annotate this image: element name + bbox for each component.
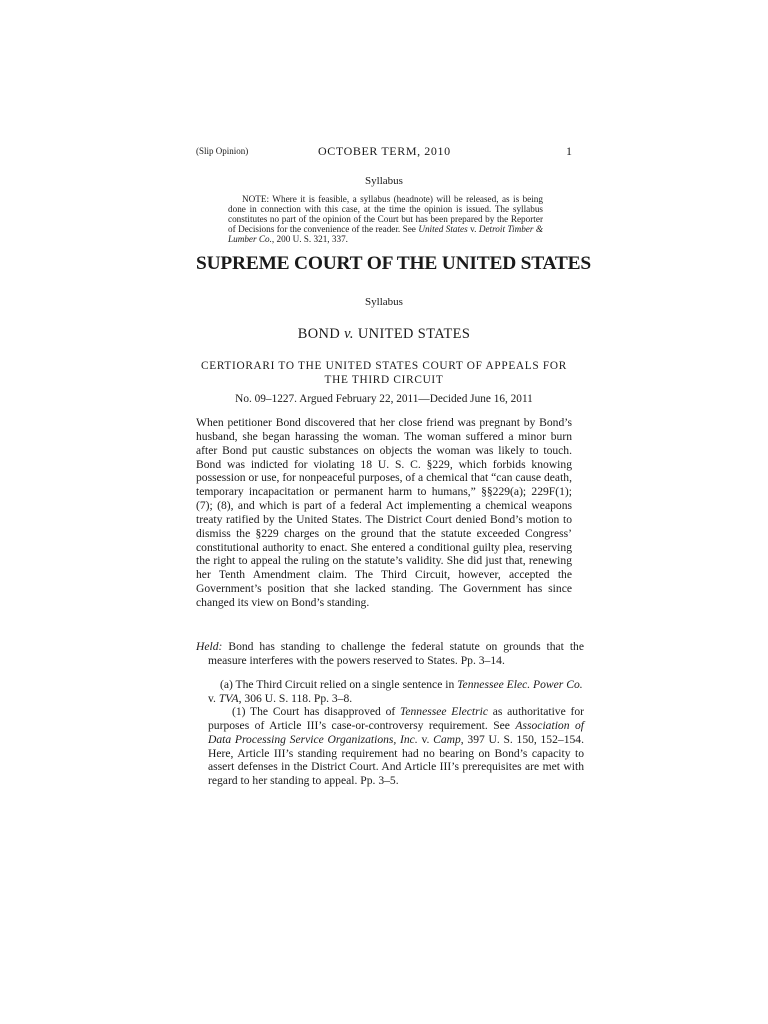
page-number: 1 [566,144,572,158]
holding-a1-case-1: Tennessee Electric [399,705,488,718]
holding-a1-case-2: Association of Data Processing Service Organizations, Inc. [208,718,584,746]
case-name [196,326,572,343]
term-label: OCTOBER TERM, 2010 [318,144,451,158]
running-header [196,144,572,160]
holding-a1-text-1: (1) The Court has disapproved of [232,705,400,718]
slip-opinion-label: (Slip Opinion) [196,146,249,156]
case-party-1: BOND [297,326,345,342]
holding-a-paragraph [196,678,584,706]
reporter-note [228,195,543,245]
certiorari-line-2: THE THIRD CIRCUIT [324,374,444,386]
holding-a1-text-2: as authoritative for purposes of Article III’s case-or-controversy requirement. See [208,705,584,732]
docket-line: No. 09–1227. Argued February 22, 2011—Decided June 16, 2011 [235,393,533,405]
holding-a-text-1: (a) The Third Circuit relied on a single sentence in [220,678,458,691]
facts-paragraph: When petitioner Bond discovered that her close friend was pregnant by Bond’s husband, she began harassing the woman. The woman suffered a minor burn after Bond put caustic substances on objects the woman was likely to touch. Bond was indicted for violating 18 U. S. C. §229, which forbids knowing possession or use, for nonpeaceful purposes, of a chemical that “can cause death, temporary incapacitation or permanent harm to humans,” §§229(a); 229F(1); (7); (8), and which is part of a federal Act implementing a chemical weapons treaty ratified by the United States. The District Court denied Bond’s motion to dismiss the §229 charges on the ground that the statute exceeded Congress’ constitutional authority to enact. She entered a conditional guilty plea, reserving the right to appeal the ruling on the statute’s validity. She did just that, renewing her Tenth Amendment claim. The Third Circuit, however, accepted the Government’s position that she lacked standing. The Government has since changed its view on Bond’s standing. [196,416,572,609]
court-title: SUPREME COURT OF THE UNITED STATES [196,253,591,274]
note-text-2: v. [467,223,479,234]
held-label: Held: [196,640,223,653]
held-paragraph [196,640,584,668]
case-versus: v. [344,326,354,342]
note-text-1: NOTE: Where it is feasible, a syllabus (headnote) will be released, as is being done in connection with this case, at the time the opinion is issued. The syllabus constitutes no part of the opinion of the Court but has been prepared by the Reporter of Decisions for the convenience of the reader. See [228,194,543,234]
held-text: Bond has standing to challenge the federal statute on grounds that the measure interferes with the powers reserved to States. Pp. 3–14. [208,640,584,667]
holding-a-case-1: Tennessee Elec. Power Co. [457,678,583,691]
certiorari-line-1: CERTIORARI TO THE UNITED STATES COURT OF APPEALS FOR [201,360,567,372]
holding-a-case-2: TVA [218,691,239,705]
holding-a1-case-3: Camp [433,732,461,746]
holding-a-text-2: v. [208,691,219,705]
holding-a-text-3: , 306 U. S. 118. Pp. 3–8. [238,691,353,705]
holding-a1-text-3: v. [417,732,434,746]
holding-a1-paragraph [196,705,584,788]
certiorari-line [196,359,572,387]
syllabus-heading-top: Syllabus [365,175,403,187]
holding-a1-text-4: , 397 U. S. 150, 152–154. Here, Article III’s standing requirement had no bearing on Bond’s capacity to assert defenses in the District Court. And Article III’s prerequisites are met with regard to her standing to appeal. Pp. 3–5. [208,732,584,788]
case-party-2: UNITED STATES [353,326,471,342]
syllabus-heading: Syllabus [365,296,403,308]
note-text-3: , 200 U. S. 321, 337. [271,233,348,244]
note-citation-2: Detroit Timber & Lumber Co. [228,223,544,244]
note-citation-1: United States [418,223,468,234]
